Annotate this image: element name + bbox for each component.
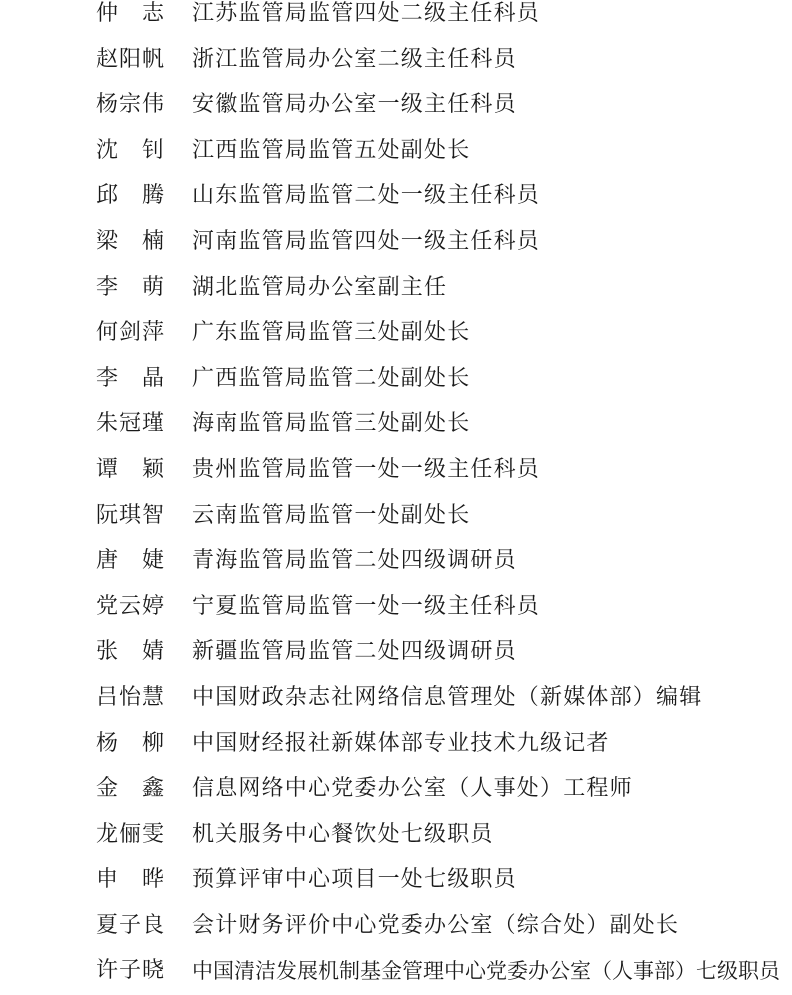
person-position: 宁夏监管局监管一处一级主任科员 xyxy=(192,593,541,619)
person-name: 邱 腾 xyxy=(96,183,166,209)
person-position: 广东监管局监管三处副处长 xyxy=(192,320,471,346)
person-name: 梁 楠 xyxy=(96,228,166,254)
person-position: 机关服务中心餐饮处七级职员 xyxy=(192,821,494,847)
person-name: 赵阳帆 xyxy=(96,46,166,72)
person-name: 阮琪智 xyxy=(96,502,166,528)
list-item xyxy=(0,858,792,904)
person-position: 浙江监管局办公室二级主任科员 xyxy=(192,46,517,72)
person-name: 朱冠瑾 xyxy=(96,411,166,437)
person-position: 广西监管局监管二处副处长 xyxy=(192,365,471,391)
list-item xyxy=(0,676,792,722)
person-name: 谭 颖 xyxy=(96,456,166,482)
person-position: 江西监管局监管五处副处长 xyxy=(192,137,471,163)
person-name: 龙俪雯 xyxy=(96,821,166,847)
person-position: 山东监管局监管二处一级主任科员 xyxy=(192,183,541,209)
list-item xyxy=(0,266,792,312)
person-name: 党云婷 xyxy=(96,593,166,619)
person-position: 贵州监管局监管一处一级主任科员 xyxy=(192,456,541,482)
list-item xyxy=(0,402,792,448)
person-position: 湖北监管局办公室副主任 xyxy=(192,274,448,300)
person-name: 申 晔 xyxy=(96,867,166,893)
person-name: 夏子良 xyxy=(96,912,166,938)
person-position: 信息网络中心党委办公室（人事处）工程师 xyxy=(192,776,633,802)
person-position: 海南监管局监管三处副处长 xyxy=(192,411,471,437)
person-name: 唐 婕 xyxy=(96,548,166,574)
person-name: 杨 柳 xyxy=(96,730,166,756)
person-position: 青海监管局监管二处四级调研员 xyxy=(192,548,517,574)
list-item xyxy=(0,38,792,84)
person-name: 沈 钊 xyxy=(96,137,166,163)
list-item xyxy=(0,630,792,676)
person-name: 金 鑫 xyxy=(96,776,166,802)
list-item xyxy=(0,585,792,631)
person-position: 河南监管局监管四处一级主任科员 xyxy=(192,228,541,254)
list-item xyxy=(0,357,792,403)
person-name: 张 婧 xyxy=(96,639,166,665)
person-position: 安徽监管局办公室一级主任科员 xyxy=(192,92,517,118)
person-position: 中国清洁发展机制基金管理中心党委办公室（人事部）七级职员 xyxy=(192,959,780,984)
list-item xyxy=(0,129,792,175)
list-item xyxy=(0,722,792,768)
list-item xyxy=(0,0,792,38)
person-position: 预算评审中心项目一处七级职员 xyxy=(192,867,517,893)
list-item xyxy=(0,220,792,266)
person-name: 许子晓 xyxy=(96,958,166,984)
person-position: 新疆监管局监管二处四级调研员 xyxy=(192,639,517,665)
person-position: 会计财务评价中心党委办公室（综合处）副处长 xyxy=(192,912,680,938)
list-item xyxy=(0,813,792,859)
person-name: 仲 志 xyxy=(96,1,166,26)
list-item xyxy=(0,448,792,494)
list-item xyxy=(0,949,792,995)
person-name: 何剑萍 xyxy=(96,320,166,346)
list-item xyxy=(0,904,792,950)
person-name: 杨宗伟 xyxy=(96,92,166,118)
person-position: 江苏监管局监管四处二级主任科员 xyxy=(192,1,541,26)
person-name: 李 萌 xyxy=(96,274,166,300)
person-position: 中国财经报社新媒体部专业技术九级记者 xyxy=(192,730,610,756)
list-item xyxy=(0,83,792,129)
person-name: 吕怡慧 xyxy=(96,684,166,710)
list-item xyxy=(0,311,792,357)
list-item xyxy=(0,174,792,220)
list-item xyxy=(0,494,792,540)
person-name: 李 晶 xyxy=(96,365,166,391)
list-item xyxy=(0,539,792,585)
person-position: 云南监管局监管一处副处长 xyxy=(192,502,471,528)
list-item xyxy=(0,767,792,813)
person-position: 中国财政杂志社网络信息管理处（新媒体部）编辑 xyxy=(192,684,703,710)
